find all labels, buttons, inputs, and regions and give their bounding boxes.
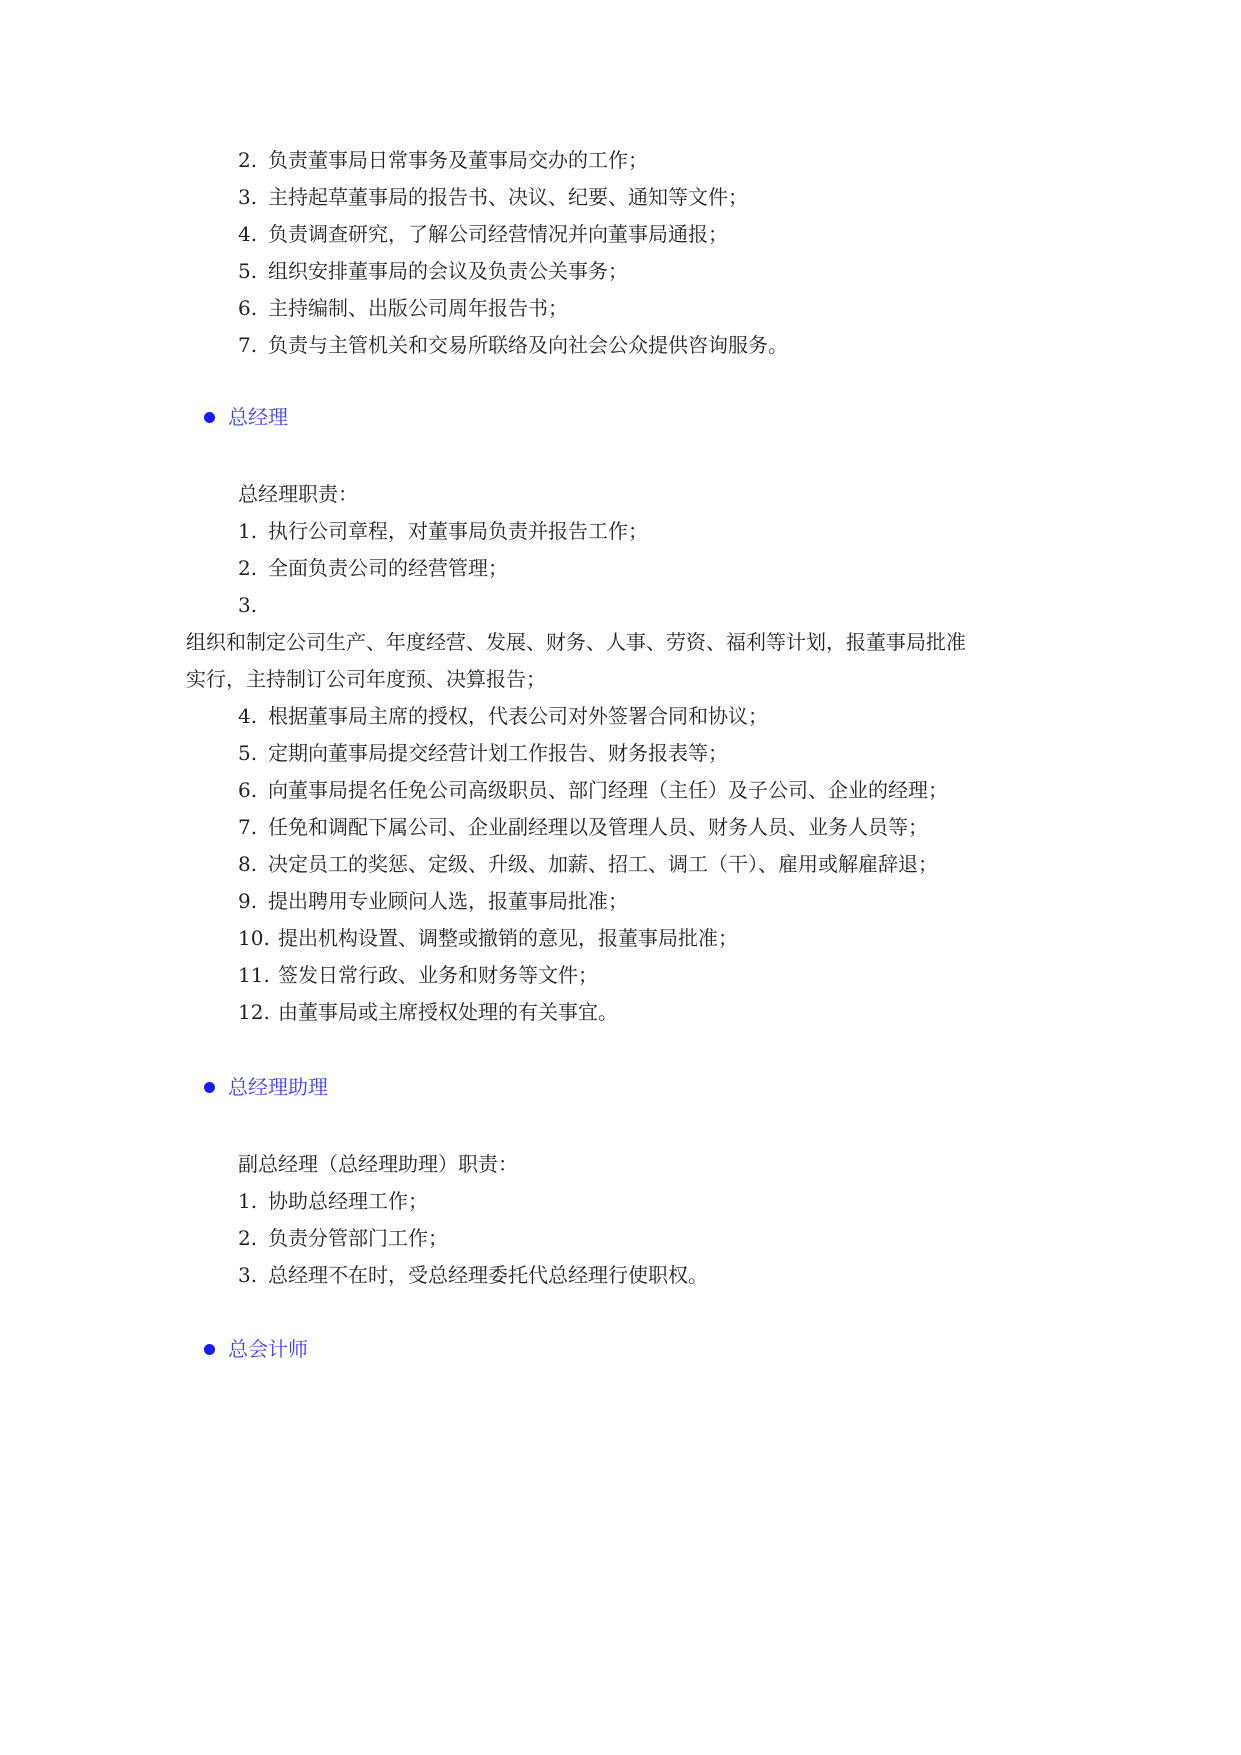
item-number: 2.	[238, 148, 258, 172]
item-text: 定期向董事局提交经营计划工作报告、财务报表等；	[268, 741, 728, 765]
item-number: 6.	[238, 778, 258, 802]
item-text: 签发日常行政、业务和财务等文件；	[278, 963, 598, 987]
item-text: 提出聘用专业顾问人选，报董事局批准；	[268, 889, 628, 913]
item-text: 执行公司章程，对董事局负责并报告工作；	[268, 519, 648, 543]
list-item	[238, 221, 728, 247]
item-number: 1.	[238, 519, 258, 543]
list-item	[238, 962, 598, 988]
item-number: 4.	[238, 222, 258, 246]
section-intro: 总经理职责：	[238, 482, 358, 506]
item-number: 5.	[238, 741, 258, 765]
item-number: 3.	[238, 593, 258, 617]
list-item	[238, 147, 648, 173]
item-number: 1.	[238, 1189, 258, 1213]
item-number: 8.	[238, 852, 258, 876]
list-item	[238, 740, 728, 766]
item-text: 由董事局或主席授权处理的有关事宜。	[278, 1000, 618, 1024]
list-item	[238, 851, 938, 877]
item-text: 主持编制、出版公司周年报告书；	[268, 296, 568, 320]
list-item	[238, 777, 948, 803]
item-text: 负责分管部门工作；	[268, 1226, 448, 1250]
item-text: 任免和调配下属公司、企业副经理以及管理人员、财务人员、业务人员等；	[268, 815, 928, 839]
section-heading-assistant-gm: 总经理助理	[228, 1075, 328, 1099]
list-item	[238, 925, 738, 951]
list-item	[238, 555, 508, 581]
item-number: 2.	[238, 556, 258, 580]
item-text: 根据董事局主席的授权，代表公司对外签署合同和协议；	[268, 704, 768, 728]
bullet-icon	[204, 1082, 215, 1093]
list-item	[238, 184, 748, 210]
item-number: 7.	[238, 815, 258, 839]
list-item	[238, 332, 788, 358]
section-heading-chief-accountant: 总会计师	[228, 1337, 308, 1361]
item-number: 6.	[238, 296, 258, 320]
item-text: 负责调查研究，了解公司经营情况并向董事局通报；	[268, 222, 728, 246]
list-item	[238, 1188, 428, 1214]
section-heading-general-manager: 总经理	[228, 405, 288, 429]
item-text: 组织安排董事局的会议及负责公关事务；	[268, 259, 628, 283]
item-number: 4.	[238, 704, 258, 728]
item-number: 10.	[238, 926, 270, 950]
item-text: 全面负责公司的经营管理；	[268, 556, 508, 580]
item-number: 3.	[238, 185, 258, 209]
item-continuation: 组织和制定公司生产、年度经营、发展、财务、人事、劳资、福利等计划，报董事局批准	[186, 630, 966, 654]
item-text: 总经理不在时，受总经理委托代总经理行使职权。	[268, 1263, 708, 1287]
item-text: 向董事局提名任免公司高级职员、部门经理（主任）及子公司、企业的经理；	[268, 778, 948, 802]
item-text: 负责与主管机关和交易所联络及向社会公众提供咨询服务。	[268, 333, 788, 357]
list-item	[238, 258, 628, 284]
section-intro: 副总经理（总经理助理）职责：	[238, 1152, 518, 1176]
list-item	[238, 814, 928, 840]
list-item	[238, 888, 628, 914]
item-number: 9.	[238, 889, 258, 913]
list-item	[238, 999, 618, 1025]
item-number: 2.	[238, 1226, 258, 1250]
item-text: 提出机构设置、调整或撤销的意见，报董事局批准；	[278, 926, 738, 950]
list-item	[238, 295, 568, 321]
list-item	[238, 703, 768, 729]
bullet-icon	[204, 1344, 215, 1355]
item-number: 12.	[238, 1000, 270, 1024]
list-item	[238, 1225, 448, 1251]
item-text: 负责董事局日常事务及董事局交办的工作；	[268, 148, 648, 172]
item-text: 协助总经理工作；	[268, 1189, 428, 1213]
item-text: 决定员工的奖惩、定级、升级、加薪、招工、调工（干）、雇用或解雇辞退；	[268, 852, 938, 876]
list-item	[238, 592, 268, 618]
item-number: 11.	[238, 963, 270, 987]
bullet-icon	[204, 412, 215, 423]
item-number: 5.	[238, 259, 258, 283]
item-number: 7.	[238, 333, 258, 357]
list-item	[238, 1262, 708, 1288]
item-text: 主持起草董事局的报告书、决议、纪要、通知等文件；	[268, 185, 748, 209]
item-continuation: 实行，主持制订公司年度预、决算报告；	[186, 667, 546, 691]
list-item	[238, 518, 648, 544]
item-number: 3.	[238, 1263, 258, 1287]
